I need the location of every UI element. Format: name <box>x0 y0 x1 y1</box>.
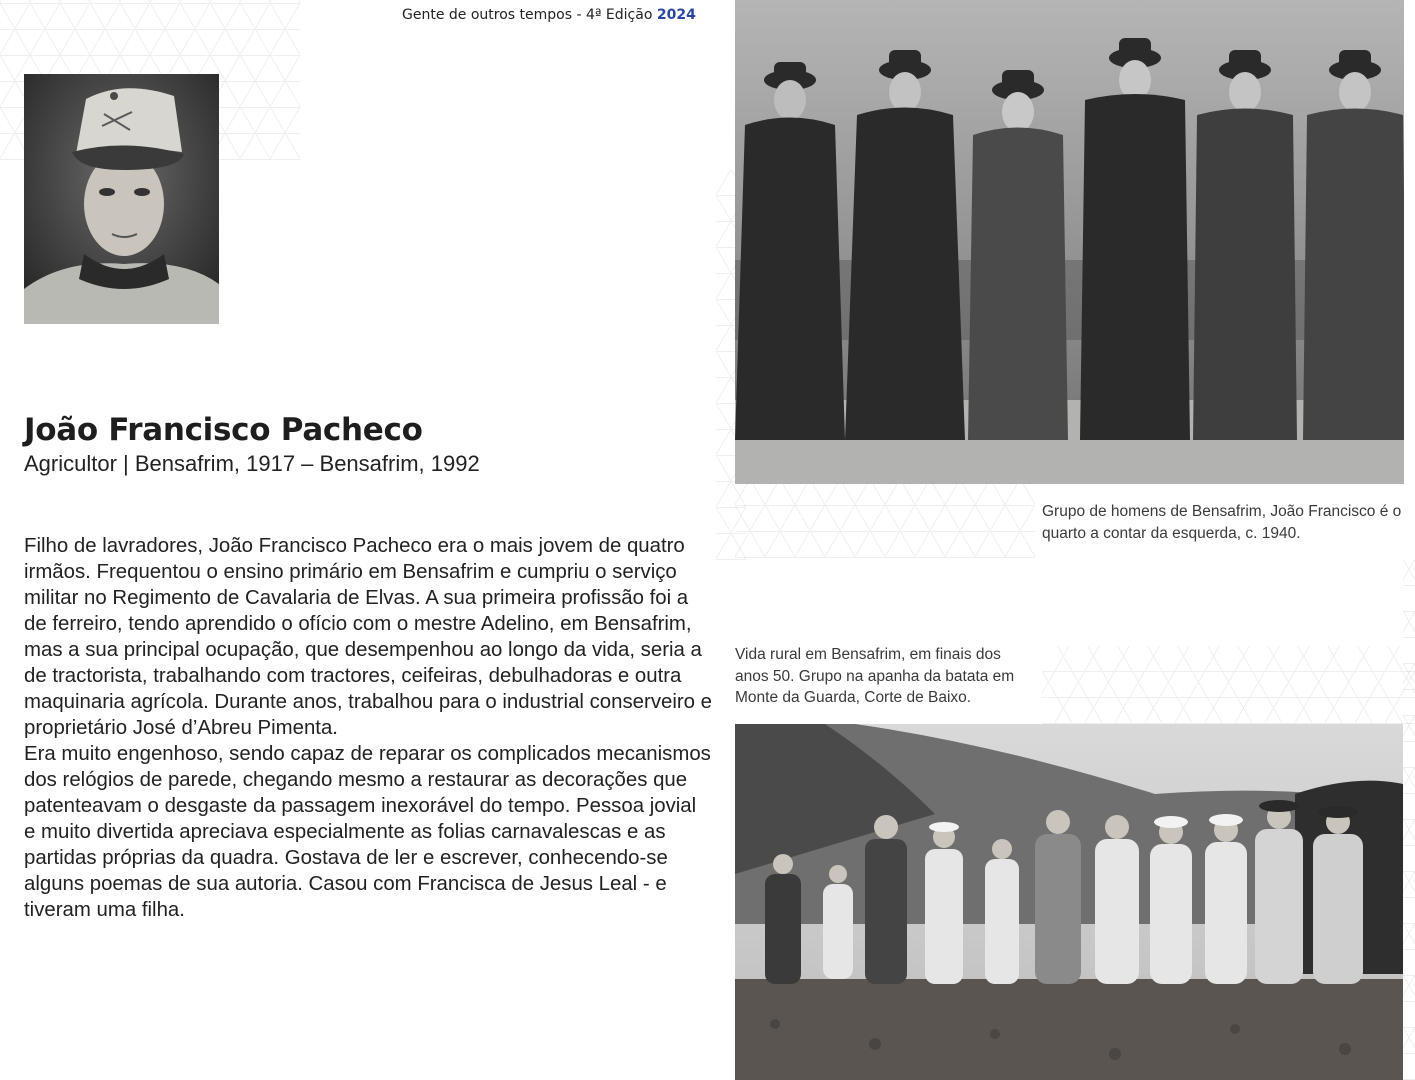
edition-year: 2024 <box>656 7 696 23</box>
portrait-photo <box>24 74 219 324</box>
biography <box>24 533 712 923</box>
edition-header <box>402 7 696 23</box>
decorative-pattern-right-edge <box>1403 560 1415 1080</box>
decorative-pattern-caption-left <box>735 484 1035 558</box>
person-name: João Francisco Pacheco <box>24 412 423 448</box>
group-of-men-photo <box>735 0 1404 484</box>
series-title: Gente de outros tempos - 4ª Edição <box>402 7 653 23</box>
bio-paragraph-1: Filho de lavradores, João Francisco Pacheco era o mais jovem de quatro irmãos. Frequentou o ensino primário em Bensafrim e cumpriu o serviço militar no Regimento de Cavalaria de Elvas. A sua primeira profissão foi a de ferreiro, tendo aprendido o ofício com o mestre Adelino, em Bensafrim, mas a sua principal ocupação, que desempenhou ao longo da vida, seria a de tractorista, trabalhando com tractores, ceifeiras, debulhadoras e outra maquinaria agrícola. Durante anos, trabalhou para o industrial conserveiro e proprietário José d’Abreu Pimenta. <box>24 535 713 739</box>
rural-photo-caption: Vida rural em Bensafrim, em finais dos anos 50. Grupo na apanha da batata em Monte da Guarda, Corte de Baixo. <box>735 646 1015 706</box>
rural-life-photo <box>735 724 1403 1080</box>
bio-paragraph-2: Era muito engenhoso, sendo capaz de reparar os complicados mecanismos dos relógios de parede, chegando mesmo a restaurar as decorações que patenteavam o desgaste da passagem inexorável do tempo. Pessoa jovial e muito divertida apreciava especialmente as folias carnavalescas e as partidas próprias da quadra. Gostava de ler e escrever, conhecendo-se alguns poemas de sua autoria. Casou com Francisca de Jesus Leal - e tiveram uma filha. <box>24 743 711 921</box>
decorative-pattern-caption-right <box>1042 646 1415 724</box>
group-photo-caption: Grupo de homens de Bensafrim, João Francisco é o quarto a contar da esquerda, c. 1940. <box>1042 503 1402 542</box>
person-subtitle: Agricultor | Bensafrim, 1917 – Bensafrim, 1992 <box>24 451 480 476</box>
